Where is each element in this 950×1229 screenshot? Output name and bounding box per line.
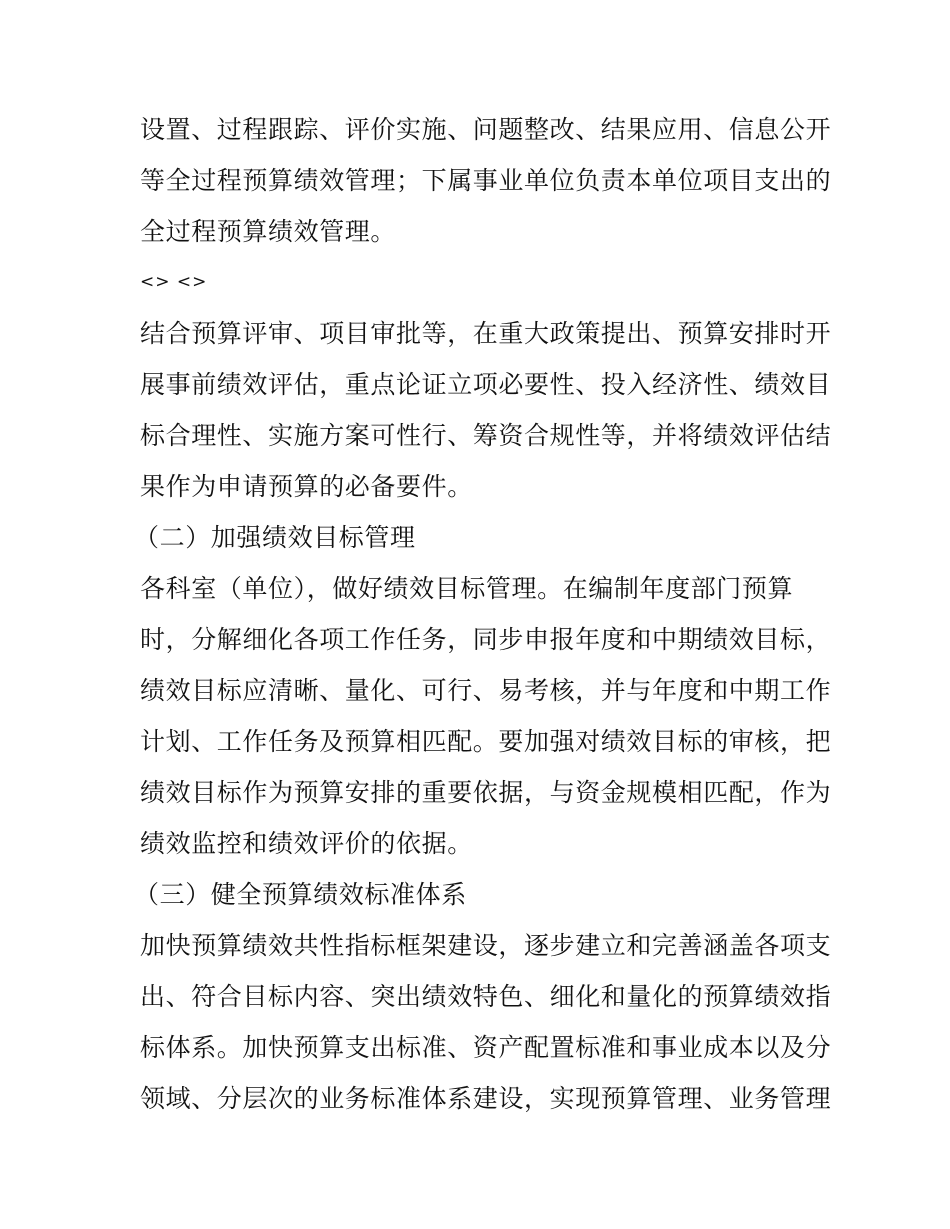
paragraph-line: 绩效目标应清晰、量化、可行、易考核，并与年度和中期工作 <box>140 676 832 705</box>
section-heading-2: （二）加强绩效目标管理 <box>134 523 416 552</box>
paragraph-line: 展事前绩效评估，重点论证立项必要性、投入经济性、绩效目 <box>140 370 832 399</box>
paragraph-line: 绩效目标作为预算安排的重要依据，与资金规模相匹配，作为 <box>140 778 832 807</box>
paragraph-line: 全过程预算绩效管理。 <box>140 217 397 246</box>
placeholder-marker: <> <> <box>140 272 208 292</box>
paragraph-line: 等全过程预算绩效管理；下属事业单位负责本单位项目支出的 <box>140 166 832 195</box>
paragraph-line: 时，分解细化各项工作任务，同步申报年度和中期绩效目标， <box>140 625 832 654</box>
paragraph-line: 标体系。加快预算支出标准、资产配置标准和事业成本以及分 <box>140 1033 832 1062</box>
paragraph-line: 加快预算绩效共性指标框架建设，逐步建立和完善涵盖各项支 <box>140 931 832 960</box>
paragraph-line: 标合理性、实施方案可性行、筹资合规性等，并将绩效评估结 <box>140 421 832 450</box>
paragraph-line: 果作为申请预算的必备要件。 <box>140 472 473 501</box>
paragraph-line: 出、符合目标内容、突出绩效特色、细化和量化的预算绩效指 <box>140 982 832 1011</box>
paragraph-line: 领域、分层次的业务标准体系建设，实现预算管理、业务管理 <box>140 1084 832 1113</box>
paragraph-line: 绩效监控和绩效评价的依据。 <box>140 829 473 858</box>
document-body <box>134 104 832 1124</box>
paragraph-line: 各科室（单位），做好绩效目标管理。在编制年度部门预算 <box>140 574 794 603</box>
section-heading-3: （三）健全预算绩效标准体系 <box>134 880 467 909</box>
paragraph-line: 计划、工作任务及预算相匹配。要加强对绩效目标的审核，把 <box>140 727 832 756</box>
paragraph-line: 设置、过程跟踪、评价实施、问题整改、结果应用、信息公开 <box>140 115 832 144</box>
paragraph-line: 结合预算评审、项目审批等，在重大政策提出、预算安排时开 <box>140 319 832 348</box>
